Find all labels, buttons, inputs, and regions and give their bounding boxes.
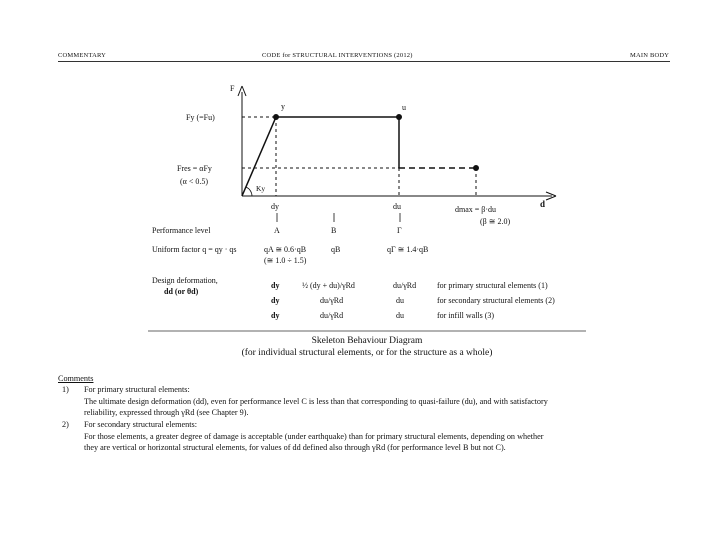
- ky-label: Ky: [256, 184, 266, 193]
- perf-level-a: A: [274, 226, 280, 235]
- comments-title: Comments: [58, 374, 94, 383]
- perf-level-b: B: [331, 226, 337, 235]
- uniform-b: qB: [331, 245, 341, 254]
- header-left: COMMENTARY: [58, 52, 107, 59]
- design-title: Design deformation,: [152, 276, 218, 285]
- comment-2-text-line2: they are vertical or horizontal structural elements, for values of dd defined also through γRd (for performance level B but not C).: [84, 443, 506, 452]
- point-u: [396, 114, 402, 120]
- alpha-label: (α < 0.5): [180, 177, 209, 186]
- design-row3-desc: for infill walls (3): [437, 311, 495, 320]
- axis-f-label: F: [230, 84, 235, 93]
- header-right: MAIN BODY: [630, 52, 670, 59]
- design-row1-desc: for primary structural elements (1): [437, 281, 548, 290]
- design-row3-a: dy: [271, 311, 280, 320]
- comment-1-text-line1: The ultimate design deformation (dd), even for performance level C is less than that corresponding to quasi-failure (du), and with satisfactory: [84, 397, 548, 406]
- uniform-g: qΓ ≅ 1.4·qB: [387, 245, 429, 254]
- caption-title: Skeleton Behaviour Diagram: [311, 336, 423, 346]
- design-row1-c: du/γRd: [393, 281, 417, 290]
- design-row2-desc: for secondary structural elements (2): [437, 296, 555, 305]
- design-row2-a: dy: [271, 296, 280, 305]
- design-row2-b: du/γRd: [320, 296, 344, 305]
- d-axis-arrow: [546, 192, 556, 196]
- axis-d-label: d: [540, 199, 546, 209]
- perf-level-g: Γ: [397, 226, 402, 235]
- uniform-sub: (≅ 1.0 ÷ 1.5): [264, 256, 307, 265]
- comment-1-heading: For primary structural elements:: [84, 385, 190, 394]
- uniform-title: Uniform factor q = qy · qs: [152, 245, 237, 254]
- design-row1-b: ½ (dy + du)/γRd: [302, 281, 355, 290]
- dy-label: dy: [271, 202, 279, 211]
- design-row3-c: du: [396, 311, 404, 320]
- comment-1-text-line2: reliability, expressed through γRd (see Chapter 9).: [84, 408, 249, 417]
- design-sub: dd (or θd): [164, 287, 199, 296]
- comment-2-text-line1: For those elements, a greater degree of damage is acceptable (under earthquake) than for primary structural elements, depending on whether: [84, 432, 544, 441]
- comment-1-number: 1): [62, 385, 69, 394]
- caption-subtitle: (for individual structural elements, or for the structure as a whole): [241, 348, 493, 358]
- beta-label: (β ≅ 2.0): [480, 217, 511, 226]
- fres-label: Fres = αFy: [177, 164, 212, 173]
- design-row2-c: du: [396, 296, 404, 305]
- design-row1-a: dy: [271, 281, 280, 290]
- point-u-label: u: [402, 103, 406, 112]
- point-y: [273, 114, 279, 120]
- comment-2-number: 2): [62, 420, 69, 429]
- uniform-a: qA ≅ 0.6·qB: [264, 245, 307, 254]
- header-center: CODE for STRUCTURAL INTERVENTIONS (2012): [262, 52, 413, 59]
- f-axis-arrow: [238, 86, 242, 96]
- point-y-label: y: [281, 102, 285, 111]
- fy-label: Fy (=Fu): [186, 113, 215, 122]
- performance-title: Performance level: [152, 226, 211, 235]
- du-label: du: [393, 202, 401, 211]
- design-row3-b: du/γRd: [320, 311, 344, 320]
- ky-arc: [246, 187, 252, 196]
- dmax-label: dmax = β·du: [455, 205, 497, 214]
- comment-2-heading: For secondary structural elements:: [84, 420, 197, 429]
- point-max: [473, 165, 479, 171]
